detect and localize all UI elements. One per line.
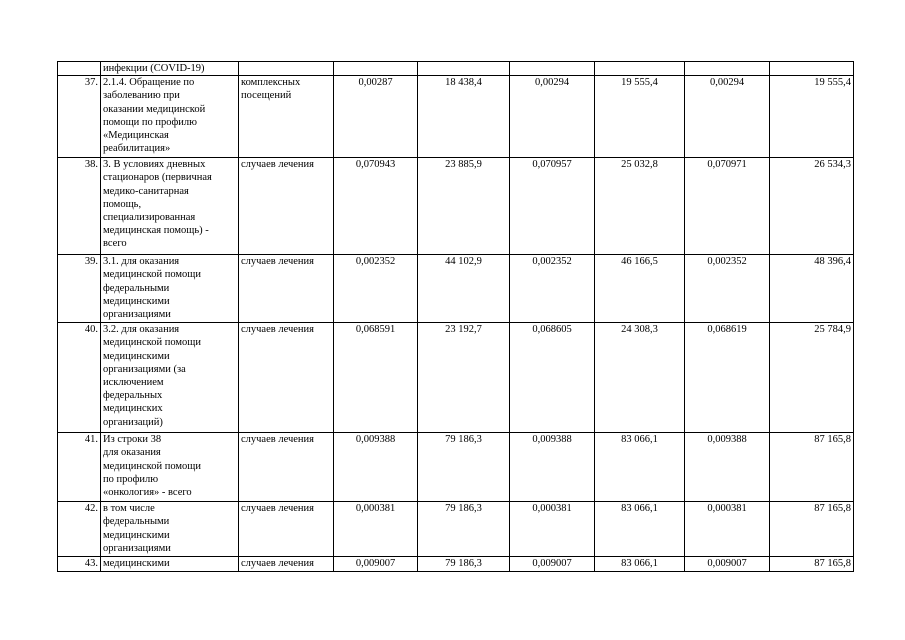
row-number: 39. bbox=[58, 255, 101, 323]
value-cell: 0,000381 bbox=[510, 502, 595, 557]
row-number bbox=[58, 62, 101, 76]
value-cell: 79 186,3 bbox=[418, 433, 510, 502]
row-name: 3. В условиях дневных стационаров (первичная медико-санитарная помощь, специализированная медицинская помощь) - всего bbox=[101, 158, 239, 255]
value-cell: 26 534,3 bbox=[770, 158, 854, 255]
value-cell: 0,070943 bbox=[334, 158, 418, 255]
value-cell: 18 438,4 bbox=[418, 76, 510, 158]
value-cell: 25 032,8 bbox=[595, 158, 685, 255]
row-number: 43. bbox=[58, 557, 101, 572]
value-cell: 24 308,3 bbox=[595, 323, 685, 433]
value-cell: 79 186,3 bbox=[418, 502, 510, 557]
value-cell: 48 396,4 bbox=[770, 255, 854, 323]
value-cell: 83 066,1 bbox=[595, 502, 685, 557]
row-number: 41. bbox=[58, 433, 101, 502]
value-cell: 79 186,3 bbox=[418, 557, 510, 572]
value-cell: 0,002352 bbox=[334, 255, 418, 323]
value-cell: 0,009388 bbox=[334, 433, 418, 502]
value-cell bbox=[595, 62, 685, 76]
row-number: 37. bbox=[58, 76, 101, 158]
table-row bbox=[58, 433, 854, 502]
value-cell: 0,00287 bbox=[334, 76, 418, 158]
value-cell: 87 165,8 bbox=[770, 502, 854, 557]
value-cell: 87 165,8 bbox=[770, 557, 854, 572]
value-cell: 0,002352 bbox=[685, 255, 770, 323]
value-cell: 0,002352 bbox=[510, 255, 595, 323]
value-cell: 0,009007 bbox=[685, 557, 770, 572]
row-number: 40. bbox=[58, 323, 101, 433]
row-name: 3.2. для оказания медицинской помощи медицинскими организациями (за исключением федеральных медицинских организаций) bbox=[101, 323, 239, 433]
value-cell: 19 555,4 bbox=[770, 76, 854, 158]
value-cell: 0,000381 bbox=[334, 502, 418, 557]
table-row bbox=[58, 502, 854, 557]
table-row bbox=[58, 62, 854, 76]
value-cell: 0,068605 bbox=[510, 323, 595, 433]
table-row bbox=[58, 323, 854, 433]
value-cell bbox=[510, 62, 595, 76]
row-name: в том числе федеральными медицинскими организациями bbox=[101, 502, 239, 557]
value-cell bbox=[334, 62, 418, 76]
value-cell: 0,009007 bbox=[510, 557, 595, 572]
value-cell: 0,009388 bbox=[510, 433, 595, 502]
volume-cost-table bbox=[57, 61, 854, 572]
table-row bbox=[58, 557, 854, 572]
value-cell bbox=[685, 62, 770, 76]
value-cell: 0,00294 bbox=[510, 76, 595, 158]
value-cell: 44 102,9 bbox=[418, 255, 510, 323]
value-cell: 23 192,7 bbox=[418, 323, 510, 433]
row-number: 38. bbox=[58, 158, 101, 255]
value-cell: 19 555,4 bbox=[595, 76, 685, 158]
row-name: медицинскими bbox=[101, 557, 239, 572]
value-cell bbox=[770, 62, 854, 76]
row-number: 42. bbox=[58, 502, 101, 557]
row-unit: случаев лечения bbox=[239, 433, 334, 502]
value-cell: 83 066,1 bbox=[595, 433, 685, 502]
value-cell: 0,000381 bbox=[685, 502, 770, 557]
row-unit bbox=[239, 62, 334, 76]
row-unit: случаев лечения bbox=[239, 502, 334, 557]
value-cell bbox=[418, 62, 510, 76]
value-cell: 0,009388 bbox=[685, 433, 770, 502]
value-cell: 0,068619 bbox=[685, 323, 770, 433]
table-row bbox=[58, 76, 854, 158]
row-unit: случаев лечения bbox=[239, 557, 334, 572]
row-unit: случаев лечения bbox=[239, 323, 334, 433]
row-unit: случаев лечения bbox=[239, 158, 334, 255]
table-row bbox=[58, 255, 854, 323]
table-row bbox=[58, 158, 854, 255]
value-cell: 83 066,1 bbox=[595, 557, 685, 572]
value-cell: 25 784,9 bbox=[770, 323, 854, 433]
row-name: инфекции (COVID-19) bbox=[101, 62, 239, 76]
value-cell: 0,00294 bbox=[685, 76, 770, 158]
value-cell: 0,070971 bbox=[685, 158, 770, 255]
value-cell: 23 885,9 bbox=[418, 158, 510, 255]
value-cell: 0,068591 bbox=[334, 323, 418, 433]
value-cell: 87 165,8 bbox=[770, 433, 854, 502]
row-name: 3.1. для оказания медицинской помощи федеральными медицинскими организациями bbox=[101, 255, 239, 323]
row-name: Из строки 38 для оказания медицинской помощи по профилю «онкология» - всего bbox=[101, 433, 239, 502]
value-cell: 0,070957 bbox=[510, 158, 595, 255]
row-unit: комплексных посещений bbox=[239, 76, 334, 158]
row-unit: случаев лечения bbox=[239, 255, 334, 323]
value-cell: 0,009007 bbox=[334, 557, 418, 572]
row-name: 2.1.4. Обращение по заболеванию при оказании медицинской помощи по профилю «Медицинская реабилитация» bbox=[101, 76, 239, 158]
value-cell: 46 166,5 bbox=[595, 255, 685, 323]
